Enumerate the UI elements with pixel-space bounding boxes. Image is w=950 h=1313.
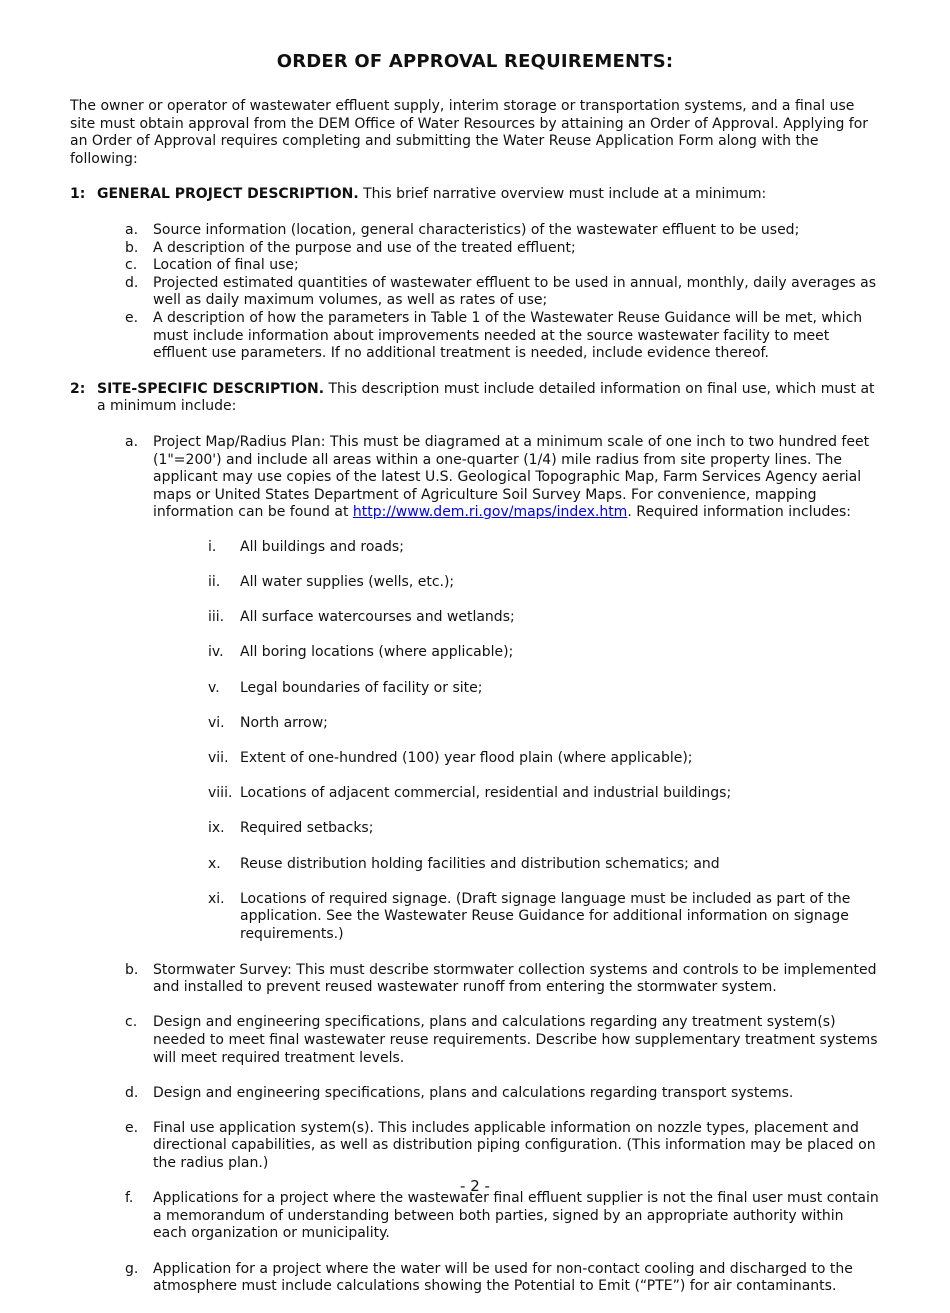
sub-list-item — [208, 644, 880, 662]
list-item-text: Applications for a project where the wastewater final effluent supplier is not the final user must contain a memorandum of understanding between both parties, signed by an appropriate authority within each organization or municipality. — [153, 1190, 879, 1242]
sub-list-item — [208, 856, 880, 874]
list-item — [125, 1120, 880, 1173]
sub-list-item-text: All buildings and roads; — [240, 538, 404, 555]
list-item — [125, 310, 880, 363]
sub-list-item-text: Legal boundaries of facility or site; — [240, 679, 483, 696]
sub-list-marker: iii. — [208, 609, 225, 626]
sub-list-item-text: All water supplies (wells, etc.); — [240, 574, 455, 591]
list-marker: e. — [125, 309, 139, 326]
sub-list-item — [208, 715, 880, 733]
list-item-body — [153, 434, 880, 962]
sub-list-marker: viii. — [208, 785, 233, 802]
list-item — [125, 222, 880, 240]
list-marker: d. — [125, 1084, 139, 1101]
sub-list-item-text: Extent of one-hundred (100) year flood plain (where applicable); — [240, 750, 693, 766]
list-item-text: Project Map/Radius Plan: This must be diagramed at a minimum scale of one inch to two hundred feet (1"=200') and include all areas within a one-quarter (1/4) mile radius from site property lines. The applicant may use copies of the latest U.S. Geological Topographic Map, Farm Services Agency aerial maps or United States Department of Agriculture Soil Survey Maps. For convenience, mapping information can be found at — [153, 433, 870, 521]
sub-list-item — [208, 574, 880, 592]
section-heading: GENERAL PROJECT DESCRIPTION. — [97, 186, 359, 203]
list-item-text: A description of how the parameters in Table 1 of the Wastewater Reuse Guidance will be met, which must include information about improvements needed at the source wastewater facility to meet effluent use parameters. If no additional treatment is needed, include evidence thereof. — [153, 309, 863, 362]
list-marker: e. — [125, 1119, 139, 1136]
sub-list-item-text: Required setbacks; — [240, 820, 374, 837]
sub-list-item-text: North arrow; — [240, 714, 328, 731]
list-item-text: Stormwater Survey: This must describe stormwater collection systems and controls to be implemented and installed to prevent reused wastewater runoff from entering the stormwater system. — [153, 961, 877, 996]
list-item — [125, 1261, 880, 1296]
sub-list-item-text: Reuse distribution holding facilities and distribution schematics; and — [240, 855, 720, 872]
list-marker: f. — [125, 1190, 134, 1207]
list-item-text: Application for a project where the water will be used for non-contact cooling and discharged to the atmosphere must include calculations showing the Potential to Emit (“PTE”) for air contaminants. — [153, 1260, 853, 1295]
section-body — [97, 381, 880, 1313]
sub-list-item — [208, 891, 880, 944]
list-item-text: Final use application system(s). This includes applicable information on nozzle types, placement and directional capabilities, as well as distribution piping configuration. (This information may be placed on the radius plan.) — [153, 1119, 876, 1172]
list-marker: d. — [125, 274, 139, 291]
list-item-text: Design and engineering specifications, plans and calculations regarding transport systems. — [153, 1084, 794, 1101]
list-item-text: Source information (location, general characteristics) of the wastewater effluent to be used; — [153, 221, 800, 238]
list-marker: a. — [125, 433, 139, 450]
list-item-text: Projected estimated quantities of wastewater effluent to be used in annual, monthly, daily averages as well as daily maximum volumes, as well as rates of use; — [153, 274, 877, 309]
list-item — [125, 1190, 880, 1243]
list-item — [125, 434, 880, 962]
section-body — [97, 186, 880, 362]
list-item — [125, 257, 880, 275]
required-info-list — [208, 539, 880, 944]
section-heading: SITE-SPECIFIC DESCRIPTION. — [97, 380, 325, 397]
sub-list-marker: ix. — [208, 820, 225, 837]
list-marker: a. — [125, 221, 139, 238]
sub-list-marker: xi. — [208, 890, 225, 907]
sub-list-item — [208, 609, 880, 627]
sub-list-marker: v. — [208, 679, 220, 696]
list-marker: c. — [125, 1014, 138, 1031]
section-text: This brief narrative overview must include at a minimum: — [358, 186, 767, 203]
list-item — [125, 1014, 880, 1067]
list-marker: c. — [125, 257, 138, 274]
section-number: 1: — [70, 186, 86, 203]
sub-list-item — [208, 539, 880, 557]
list-item — [125, 962, 880, 997]
list-marker: b. — [125, 961, 139, 978]
sub-list-item — [208, 680, 880, 698]
section-text: This description must include detailed information on final use, which must at a minimum include: — [97, 380, 875, 415]
section-1 — [70, 186, 880, 362]
sub-list-item — [208, 750, 880, 768]
sub-list-item — [208, 820, 880, 838]
list-item-text: . Required information includes: — [627, 504, 851, 521]
list-item — [125, 275, 880, 310]
section-2 — [70, 381, 880, 1313]
list-item — [125, 240, 880, 258]
sub-list-marker: vi. — [208, 714, 225, 731]
list-item — [125, 1085, 880, 1103]
maps-link[interactable]: http://www.dem.ri.gov/maps/index.htm — [352, 504, 628, 521]
sub-list-item — [208, 785, 880, 803]
sub-list-marker: iv. — [208, 644, 224, 661]
intro-paragraph: The owner or operator of wastewater effluent supply, interim storage or transportation systems, and a final use site must obtain approval from the DEM Office of Water Resources by attaining an Order of Approval. Applying for an Order of Approval requires completing and submitting the Water Reuse Application Form along with the following: — [70, 98, 869, 167]
list-item-text: Location of final use; — [153, 257, 299, 274]
list-item-text: Design and engineering specifications, plans and calculations regarding any treatment system(s) needed to meet final wastewater reuse requirements. Describe how supplementary treatment systems will meet required treatment levels. — [153, 1014, 878, 1066]
list-item-text: A description of the purpose and use of the treated effluent; — [153, 239, 576, 256]
list-marker: b. — [125, 239, 139, 256]
sub-list-item-text: Locations of adjacent commercial, residential and industrial buildings; — [240, 785, 732, 802]
page-number: - 2 - — [460, 1177, 490, 1195]
sub-list-marker: x. — [208, 855, 221, 872]
section-number: 2: — [70, 380, 86, 397]
sub-list-marker: vii. — [208, 750, 229, 766]
sub-list-item-text: Locations of required signage. (Draft signage language must be included as part of the application. See the Wastewater Reuse Guidance for additional information on signage requirements.) — [240, 890, 851, 942]
section-2-list — [125, 434, 880, 1296]
sub-list-marker: ii. — [208, 574, 221, 591]
list-marker: g. — [125, 1260, 139, 1277]
sub-list-marker: i. — [208, 538, 217, 555]
sub-list-item-text: All surface watercourses and wetlands; — [240, 609, 515, 626]
sub-list-item-text: All boring locations (where applicable); — [240, 644, 514, 661]
section-1-list — [125, 222, 880, 363]
page-title: ORDER OF APPROVAL REQUIREMENTS: — [276, 51, 674, 72]
